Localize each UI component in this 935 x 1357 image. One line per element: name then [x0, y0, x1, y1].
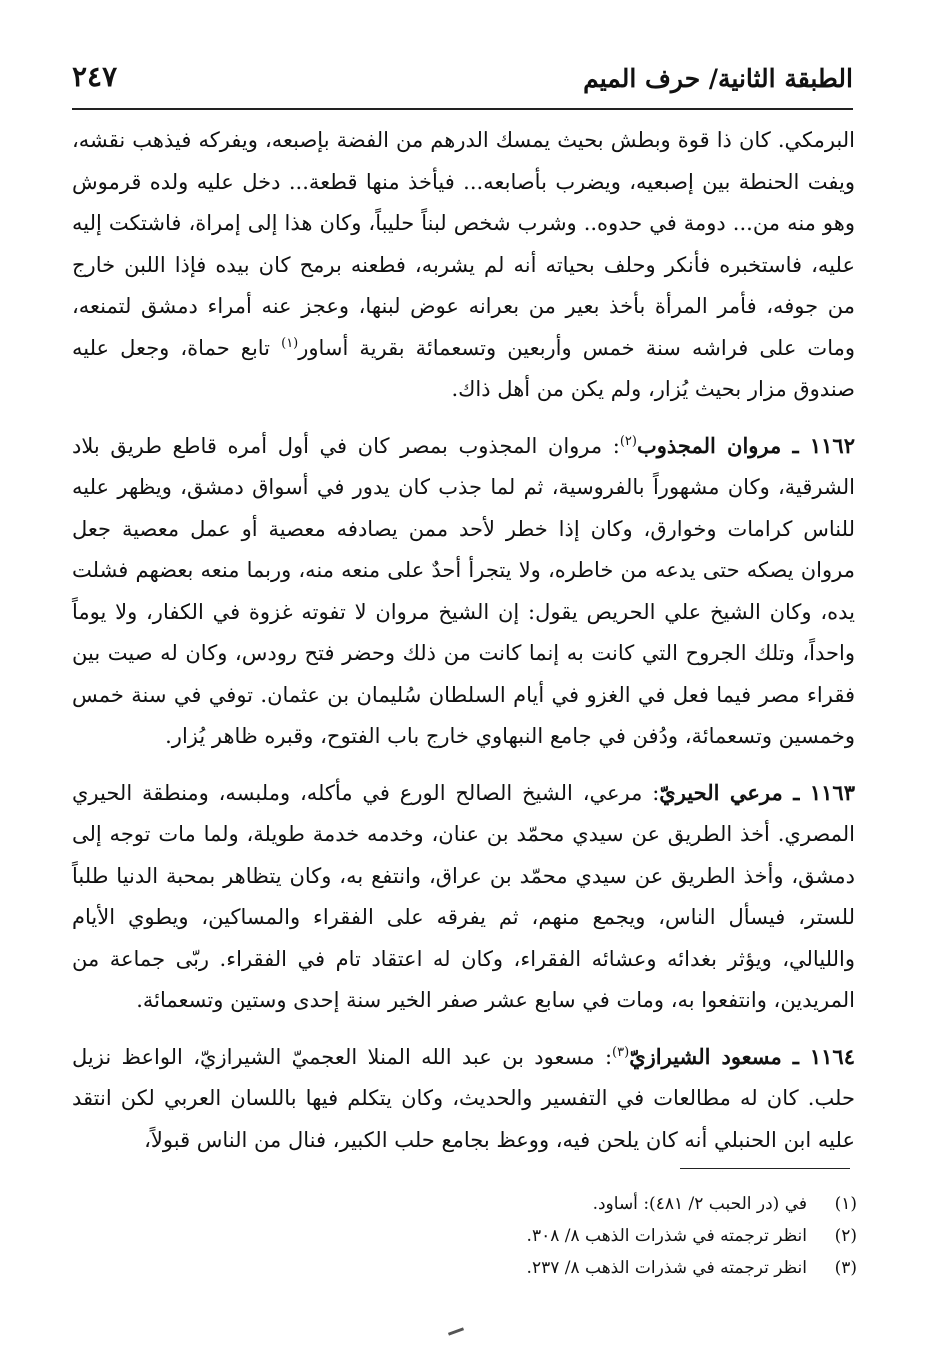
heading-colon: :	[594, 1044, 613, 1069]
entry-text: مروان المجذوب بمصر كان في أول أمره قاطع طريق بلاد الشرقية، وكان مشهوراً بالفروسية، ثم لما جذب كان يدور في أسواق دمشق، ويظهر عليه للناس كرامات وخوارق، وكان إذا خطر لأحد ممن يصادفه معصية أو عمل معصية جعل مروان يصكه حتى يدعه من خاطره، ولا يتجرأ أحدٌ على منعه منه، وربما منعه بعضهم فشلت يده، وكان الشيخ علي الحريص يقول: إن الشيخ مروان لا تفوته غزوة في الكفار، ولا يوماً واحداً، وتلك الجروح التي كانت به إنما كانت من ذلك وحضر فتح رودس، وكان له صيت بين فقراء مصر فيما فعل في الغزو في أيام السلطان سُليمان بن عثمان. توفي في سنة خمس وخمسين وتسعمائة، ودُفن في جامع النبهاوي خارج باب الفتوح، وقبره ظاهر يُزار.	[72, 433, 856, 748]
entry-1163	[72, 772, 855, 1022]
footnote-text: انظر ترجمته في شذرات الذهب ٨/ ٣٠٨.	[526, 1226, 807, 1246]
heading-colon: :	[602, 433, 620, 458]
entry-heading: ١١٦٣ ـ مرعي الحيريّ	[659, 779, 855, 805]
paragraph-text: البرمكي. كان ذا قوة وبطش بحيث يمسك الدرهم من الفضة بإصبعه، ويفركه فيذهب نقشه، ويفت الحنطة بين إصبعيه، ويضرب بأصابعه... فيأخذ منها قطعة... دخل عليه ولده قرموش وهو منه من... دومة في حدوه.. وشرب شخص لبناً حليباً، وكان هذا إلى إمراة، فاشتكت إليه عليه، فاستخبره فأنكر وحلف بحياته أنه لم يشربه، فطعنه برمح كان بيده فإذا اللبن خارج من جوفه، فأمر المرأة بأخذ بعير من بعرانه عوض لبنها، وعجز عنه أمراء دمشق لتمنعه، ومات على فراشه سنة خمس وأربعين وتسعمائة بقرية أساور	[72, 128, 855, 360]
heading-colon: :	[642, 780, 660, 805]
footnote-item	[297, 1188, 857, 1220]
main-text	[72, 120, 855, 1175]
footnote-number: (٢)	[834, 1226, 857, 1246]
footnotes	[297, 1188, 857, 1284]
entry-text: مسعود بن عبد الله المنلا العجميّ الشيرازيّ، الواعظ نزيل حلب. كان له مطالعات في التفسير والحديث، وكان يتكلم فيها باللسان العربي لكن انتقد عليه ابن الحنبلي أنه كان يلحن فيه، ووعظ بجامع حلب الكبير، فنال من الناس قبولاً،	[72, 1044, 855, 1152]
footnote-text: في (در الحبب ٢/ ٤٨١): أساود.	[592, 1194, 807, 1214]
footnote-number: (١)	[834, 1194, 857, 1214]
footnote-item	[297, 1220, 857, 1252]
running-header	[72, 58, 853, 102]
footnote-marker: (١)	[281, 335, 299, 351]
footnote-text: انظر ترجمته في شذرات الذهب ٨/ ٢٣٧.	[526, 1258, 807, 1278]
paragraph-continued	[72, 120, 855, 411]
footnote-separator	[680, 1168, 850, 1169]
entry-text: مرعي، الشيخ الصالح الورع في مأكله، وملبسه، ومنطقة الحيري المصري. أخذ الطريق عن سيدي محمّد بن عنان، وخدمه خدمة طويلة، ولما مات توجه إلى دمشق، وأخذ الطريق عن سيدي محمّد بن عراق، وانتفع به، وكان يتظاهر بمحبة الدنيا طلباً للستر، فيسأل الناس، ويجمع منهم، ثم يفرقه على الفقراء والمساكين، ويطوي الأيام والليالي، ويؤثر بغدائه وعشائه الفقراء، وكان له اعتقاد تام في الفقراء. ربّى جماعة من المريدين، وانتفعوا به، ومات في سابع عشر صفر الخير سنة إحدى وستين وتسعمائة.	[72, 780, 855, 1012]
footnote-marker: (٢)	[619, 433, 637, 449]
header-rule	[72, 108, 853, 110]
entry-heading: ١١٦٤ ـ مسعود الشيرازيّ	[629, 1043, 855, 1069]
scan-speck	[448, 1327, 464, 1335]
footnote-number: (٣)	[834, 1258, 857, 1278]
entry-1162	[72, 425, 855, 758]
footnote-item	[297, 1252, 857, 1284]
entry-1164	[72, 1036, 855, 1162]
running-title: الطبقة الثانية/ حرف الميم	[583, 64, 853, 93]
footnote-marker: (٣)	[612, 1044, 630, 1060]
paragraph-text-tail: تابع حماة، وجعل عليه صندوق مزار بحيث يُزار، ولم يكن من أهل ذاك.	[72, 335, 855, 401]
entry-heading: ١١٦٢ ـ مروان المجذوب	[636, 432, 855, 458]
page-number: ٢٤٧	[72, 60, 118, 93]
